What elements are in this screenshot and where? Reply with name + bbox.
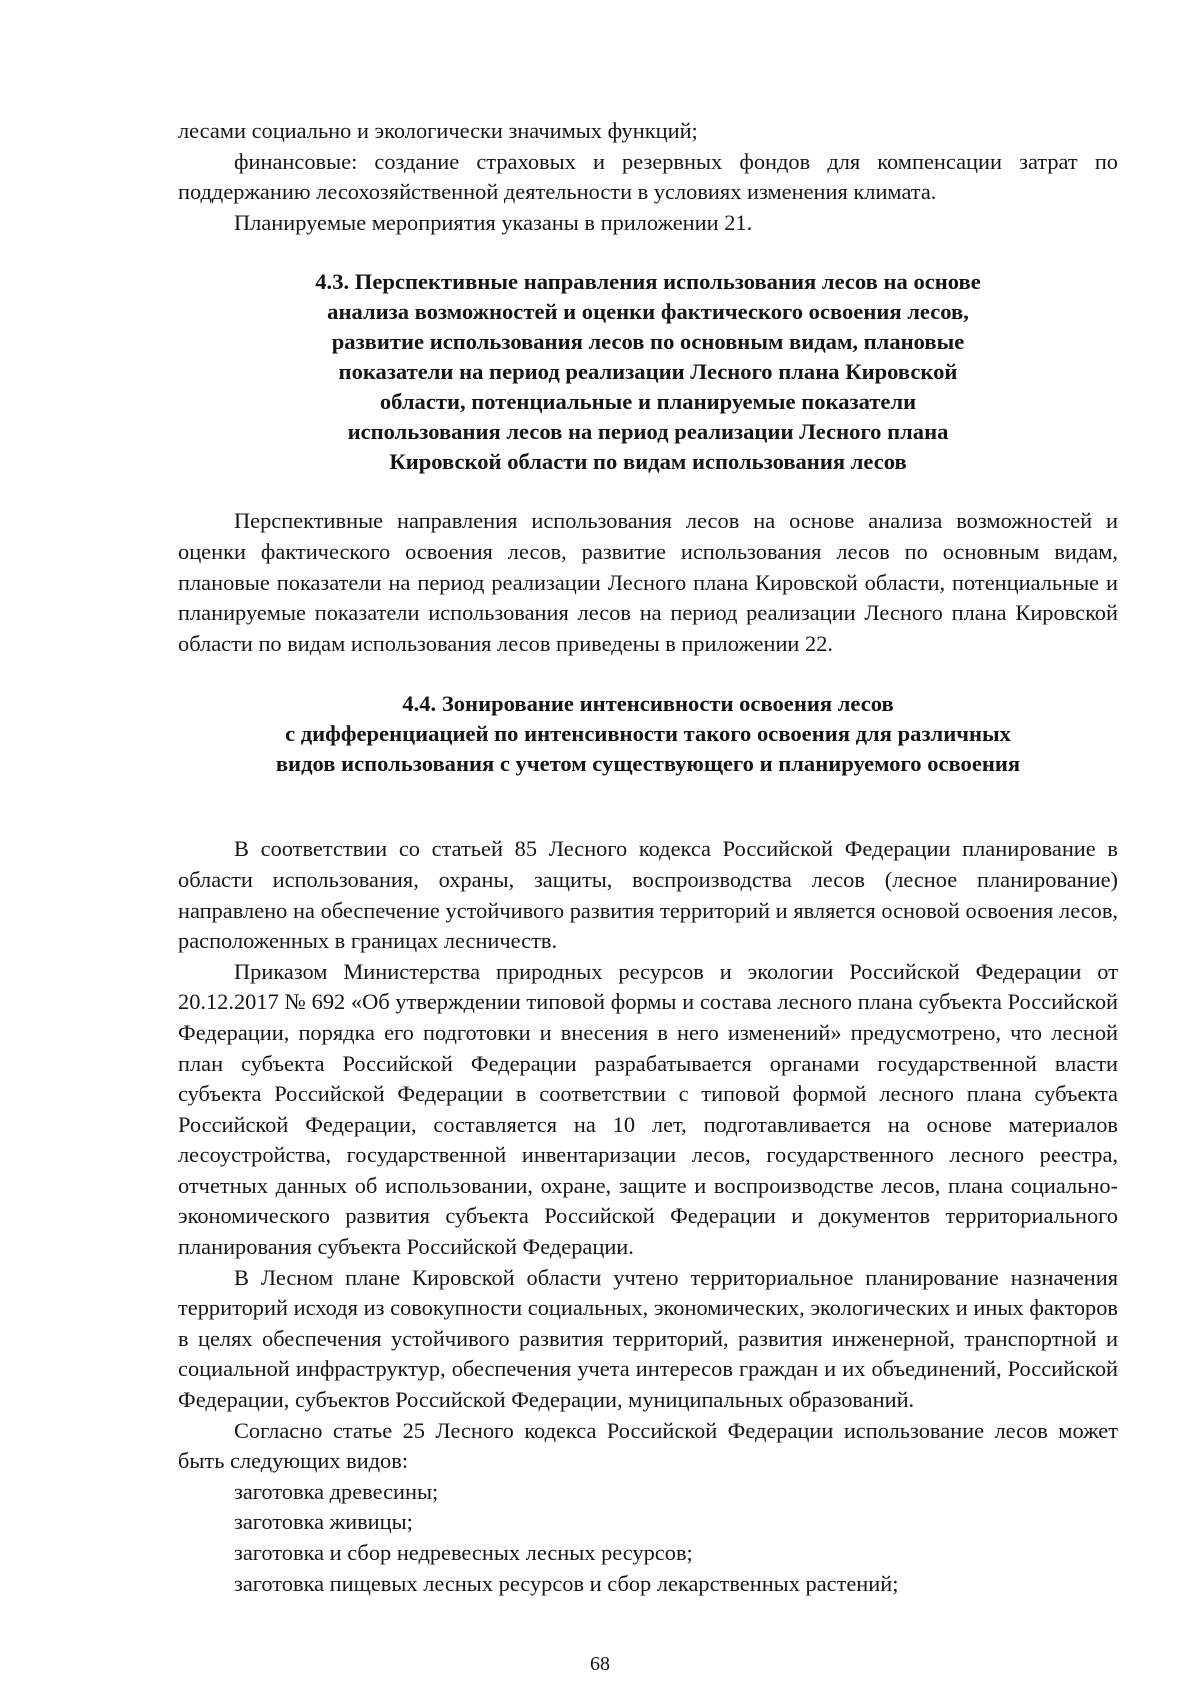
list-item: заготовка и сбор недревесных лесных ресурсов; bbox=[234, 1540, 693, 1565]
list-item: заготовка древесины; bbox=[234, 1478, 439, 1504]
section-4-4-heading bbox=[178, 689, 1118, 779]
list-item: заготовка живицы; bbox=[234, 1509, 413, 1535]
section-4-4-heading-line: видов использования с учетом существующего и планируемого освоения bbox=[275, 751, 1021, 777]
section-4-4-paragraph-4: Согласно статье 25 Лесного кодекса Российской Федерации использование лесов может быть следующих видов: bbox=[178, 1417, 1118, 1474]
list-item: заготовка пищевых лесных ресурсов и сбор лекарственных растений; bbox=[234, 1570, 899, 1596]
section-4-3-heading bbox=[178, 267, 1118, 477]
section-4-3-heading-line: развитие использования лесов по основным видам, плановые bbox=[331, 329, 965, 355]
section-4-3-heading-line: области, потенциальные и планируемые показатели bbox=[379, 389, 917, 415]
section-4-3-heading-line: 4.3. Перспективные направления использования лесов на основе bbox=[315, 269, 981, 295]
section-4-4-paragraph-1: В соответствии со статьей 85 Лесного кодекса Российской Федерации планирование в области использования, охраны, защиты, воспроизводства лесов (лесное планирование) направлено на обеспечение устойчивого развития территорий и является основой освоения лесов, расположенных в границах лесничеств. bbox=[178, 836, 1118, 954]
intro-paragraph-3: Планируемые мероприятия указаны в приложении 21. bbox=[234, 209, 753, 235]
intro-paragraph-1: лесами социально и экологически значимых функций; bbox=[178, 118, 698, 143]
section-4-4-paragraph-2: Приказом Министерства природных ресурсов и экологии Российской Федерации от 20.12.2017 № 692 «Об утверждении типовой формы и состава лесного плана субъекта Российской Федерации, порядка его подготовки и внесения в него изменений» предусмотрено, что лесной план субъекта Российской Федерации разрабатывается органами государственной власти субъекта Российской Федерации в соответствии с типовой формой лесного плана субъекта Российской Федерации, составляется на 10 лет, подготавливается на основе материалов лесоустройства, государственной инвентаризации лесов, государственного лесного реестра, отчетных данных об использовании, охране, защите и воспроизводстве лесов, плана социально-экономического развития субъекта Российской Федерации и документов территориального планирования субъекта Российской Федерации. bbox=[178, 958, 1118, 1260]
section-4-4-paragraph-3: В Лесном плане Кировской области учтено территориальное планирование назначения территорий исходя из совокупности социальных, экономических, экологических и иных факторов в целях обеспечения устойчивого развития территорий, развития инженерной, транспортной и социальной инфраструктур, обеспечения учета интересов граждан и их объединений, Российской Федерации, субъектов Российской Федерации, муниципальных образований. bbox=[178, 1264, 1118, 1413]
section-4-4-heading-line: с дифференциацией по интенсивности такого освоения для различных bbox=[285, 721, 1011, 747]
section-4-4-heading-line: 4.4. Зонирование интенсивности освоения лесов bbox=[402, 691, 894, 717]
section-4-3-heading-line: показатели на период реализации Лесного плана Кировской bbox=[338, 359, 958, 385]
intro-paragraph-2: финансовые: создание страховых и резервных фондов для компенсации затрат по поддержанию лесохозяйственной деятельности в условиях изменения климата. bbox=[178, 148, 1118, 205]
section-4-3-heading-line: Кировской области по видам использования лесов bbox=[389, 449, 907, 475]
document-page bbox=[178, 116, 1118, 1599]
section-4-3-heading-line: использования лесов на период реализации Лесного плана bbox=[347, 419, 949, 445]
section-4-3-heading-line: анализа возможностей и оценки фактического освоения лесов, bbox=[327, 299, 969, 325]
page-number: 68 bbox=[590, 1653, 610, 1675]
section-4-3-paragraph: Перспективные направления использования лесов на основе анализа возможностей и оценки фактического освоения лесов, развитие использования лесов по основным видам, плановые показатели на период реализации Лесного плана Кировской области, потенциальные и планируемые показатели использования лесов на период реализации Лесного плана Кировской области по видам использования лесов приведены в приложении 22. bbox=[178, 508, 1118, 656]
